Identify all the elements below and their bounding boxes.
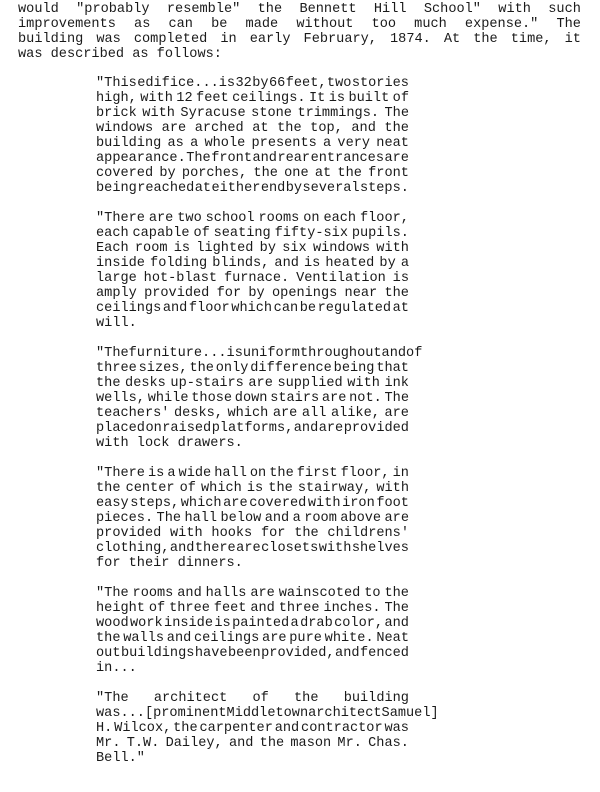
quote-line: brick with Syracuse stone trimmings. The [96, 106, 409, 121]
quote-line: H. Wilcox, the carpenter and contractor was [96, 721, 409, 736]
quote-line: "There is a wide hall on the first floor, in [96, 466, 409, 481]
quote-line: covered by porches, the one at the front [96, 166, 409, 181]
quote-line: with lock drawers. [96, 436, 243, 451]
intro-line: would "probably resemble" the Bennett Hill School" with such [18, 2, 581, 17]
quote-line: wells, while those down stairs are not. The [96, 391, 409, 406]
quote-line: in... [96, 661, 137, 676]
quote-line: clothing, and there are closets with shelves [96, 541, 409, 556]
quote-line: Mr. T.W. Dailey, and the mason Mr. Chas. [96, 736, 409, 751]
intro-line: was described as follows: [18, 47, 222, 62]
quote-line: Bell." [96, 751, 145, 766]
quote-line: high, with 12 feet ceilings. It is built of [96, 91, 409, 106]
quote-line: was...[prominent Middletown architect Samuel] [96, 706, 439, 721]
quote-line: the desks up-stairs are supplied with ink [96, 376, 409, 391]
quote-line: for their dinners. [96, 556, 243, 571]
quote-line: provided with hooks for the childrens' [96, 526, 409, 541]
quote-line: "The rooms and halls are wainscoted to the [96, 586, 409, 601]
quote-line: being reached at either end by several steps. [96, 181, 409, 196]
quote-line: each capable of seating fifty-six pupils. [96, 226, 409, 241]
quote-line: easy steps, which are covered with iron foot [96, 496, 409, 511]
quote-line: three sizes, the only difference being that [96, 361, 409, 376]
quote-line: height of three feet and three inches. The [96, 601, 409, 616]
quote-line: wood work inside is painted a drab color, and [96, 616, 409, 631]
quote-line: "This edifice...is 32 by 66 feet, two stories [96, 76, 409, 91]
intro-line: building was completed in early February, 1874. At the time, it [18, 32, 581, 47]
quote-line: out buildings have been provided, and fenced [96, 646, 409, 661]
quote-line: building as a whole presents a very neat [96, 136, 409, 151]
quote-line: appearance. The front and rear entrances are [96, 151, 409, 166]
quote-line: the walls and ceilings are pure white. Neat [96, 631, 409, 646]
quote-line: ceilings and floor which can be regulated at [96, 301, 409, 316]
quote-line: placed on raised platforms, and are provided [96, 421, 409, 436]
intro-line: improvements as can be made without too much expense." The [18, 17, 581, 32]
quote-line: pieces. The hall below and a room above are [96, 511, 409, 526]
quote-line: "There are two school rooms on each floor, [96, 211, 409, 226]
quote-line: windows are arched at the top, and the [96, 121, 409, 136]
quote-line: inside folding blinds, and is heated by a [96, 256, 409, 271]
quote-line: "The furniture...is uniform throughout and of [96, 346, 423, 361]
quote-line: the center of which is the stairway, with [96, 481, 409, 496]
quote-line: will. [96, 316, 137, 331]
quote-line: teachers' desks, which are all alike, are [96, 406, 409, 421]
quote-line: "The architect of the building [96, 691, 409, 706]
quote-line: large hot-blast furnace. Ventilation is [96, 271, 409, 286]
quote-line: amply provided for by openings near the [96, 286, 409, 301]
quote-line: Each room is lighted by six windows with [96, 241, 409, 256]
